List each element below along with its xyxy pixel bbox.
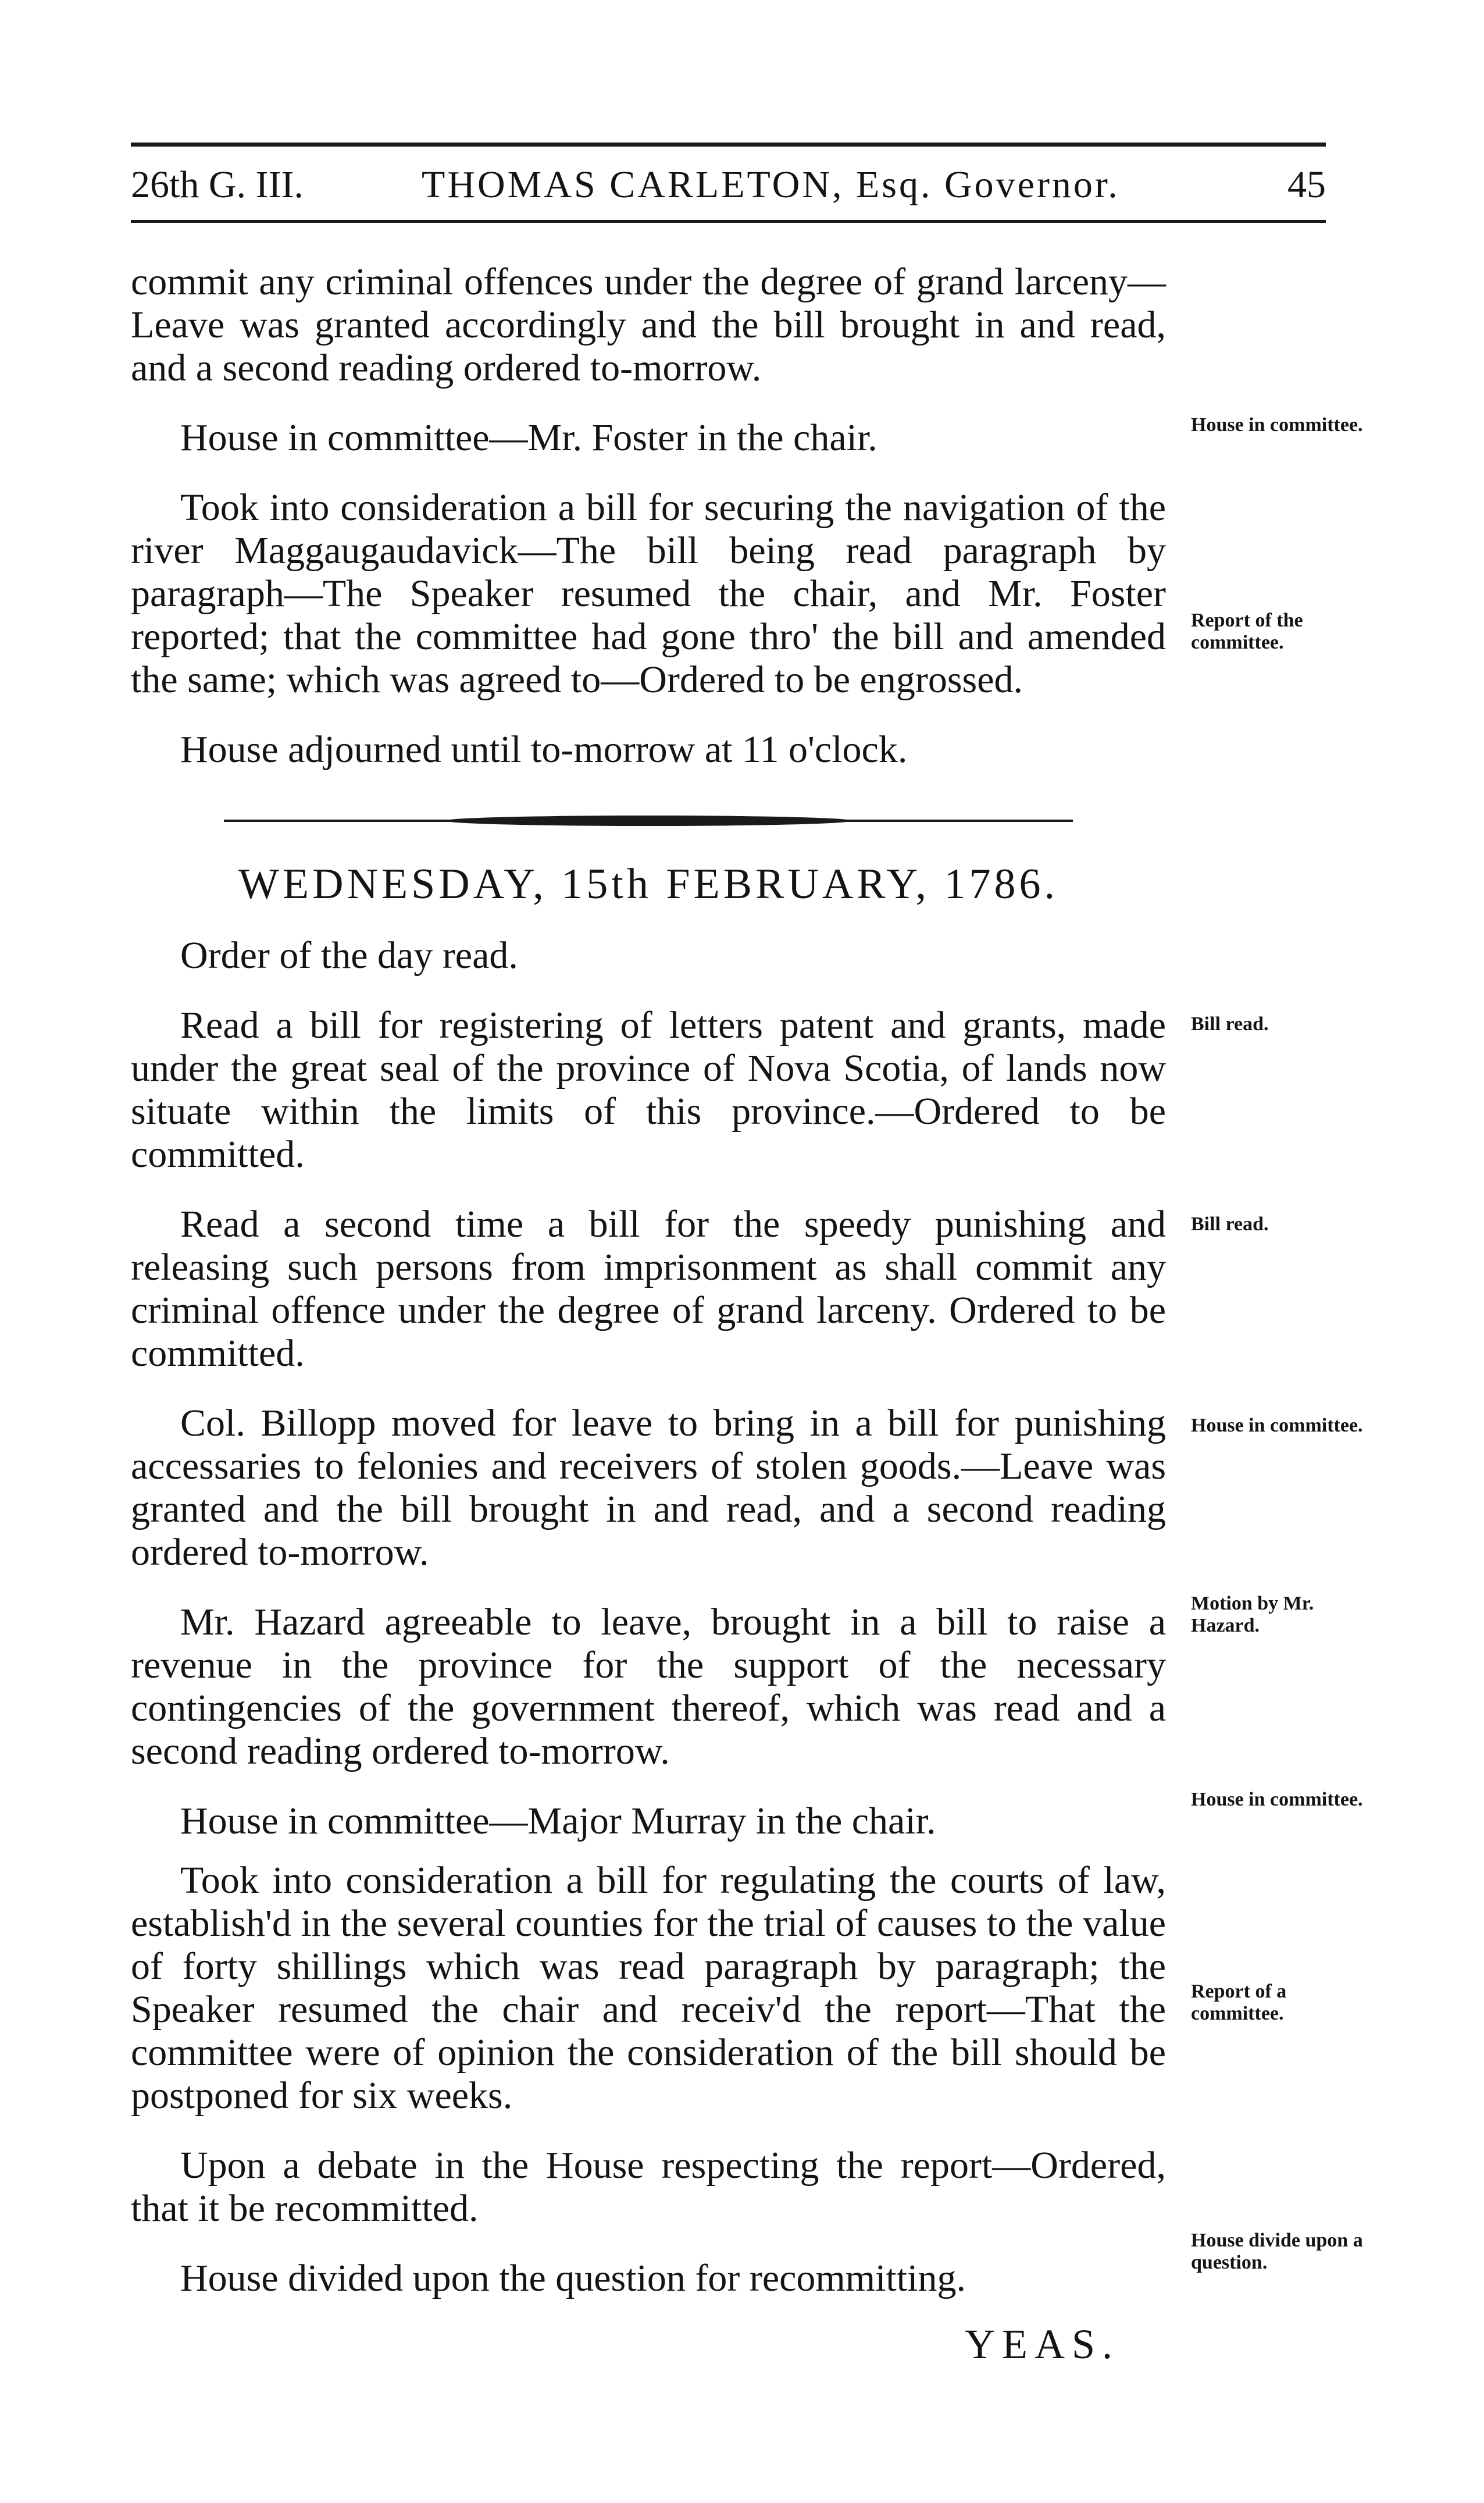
paragraph: Read a second time a bill for the speedy punishing and releasing such persons from imprisonment as shall commit any criminal offence under the degree of grand larceny. Ordered to be committed. — [131, 1203, 1166, 1375]
paragraph: Read a bill for registering of letters patent and grants, made under the great seal of the province of Nova Scotia, of lands now situate within the limits of this province.—Ordered to be committed. — [131, 1004, 1166, 1176]
margin-note: House divide upon a question. — [1191, 2230, 1363, 2273]
margin-note: Bill read. — [1191, 1213, 1269, 1235]
header-rule — [131, 220, 1326, 223]
yeas-heading: YEAS. — [964, 2321, 1119, 2367]
margin-note: Report of the committee. — [1191, 610, 1303, 653]
paragraph: commit any criminal offences under the degree of grand larceny—Leave was granted accordingly and the bill brought in and read, and a second reading ordered to-morrow. — [131, 261, 1166, 389]
paragraph: Upon a debate in the House respecting the report—Ordered, that it be recommitted. — [131, 2144, 1166, 2230]
margin-note: Report of a committee. — [1191, 1981, 1287, 2024]
paragraph: House in committee—Mr. Foster in the chair. — [180, 416, 877, 459]
ornamental-rule — [224, 816, 1073, 826]
margin-note: House in committee. — [1191, 1789, 1363, 1810]
margin-note: House in committee. — [1191, 1415, 1363, 1436]
paragraph: House adjourned until to-morrow at 11 o'clock. — [180, 728, 908, 771]
header-title: THOMAS CARLETON, Esq. Governor. — [422, 163, 1120, 206]
paragraph: House in committee—Major Murray in the chair. — [180, 1800, 936, 1842]
running-header — [131, 156, 1326, 214]
paragraph: House divided upon the question for recommitting. — [180, 2257, 966, 2299]
body-text — [131, 261, 1166, 2409]
margin-note: House in committee. — [1191, 414, 1363, 436]
margin-note: Motion by Mr. Hazard. — [1191, 1593, 1314, 1636]
paragraph: Mr. Hazard agreeable to leave, brought in a bill to raise a revenue in the province for the support of the necessary contingencies of the government thereof, which was read and a second reading ordered to-morrow. — [131, 1601, 1166, 1772]
paragraph: Took into consideration a bill for securing the navigation of the river Maggaugaudavick—The bill being read paragraph by paragraph—The Speaker resumed the chair, and Mr. Foster reported; that the committee had gone thro' the bill and amended the same; which was agreed to—Ordered to be engrossed. — [131, 486, 1166, 701]
paragraph: Took into consideration a bill for regulating the courts of law, establish'd in the several counties for the trial of causes to the value of forty shillings which was read paragraph by paragraph; the Speaker resumed the chair and receiv'd the report—That the committee were of opinion the consideration of the bill should be postponed for six weeks. — [131, 1859, 1166, 2117]
paragraph: Col. Billopp moved for leave to bring in a bill for punishing accessaries to felonies and receivers of stolen goods.—Leave was granted and the bill brought in and read, and a second reading ordered to-morrow. — [131, 1402, 1166, 1573]
paragraph: Order of the day read. — [180, 934, 518, 977]
regnal-year: 26th G. III. — [131, 163, 304, 206]
top-rule — [131, 143, 1326, 147]
margin-note: Bill read. — [1191, 1013, 1269, 1035]
page-number: 45 — [1287, 163, 1326, 206]
date-heading: WEDNESDAY, 15th FEBRUARY, 1786. — [238, 860, 1058, 908]
